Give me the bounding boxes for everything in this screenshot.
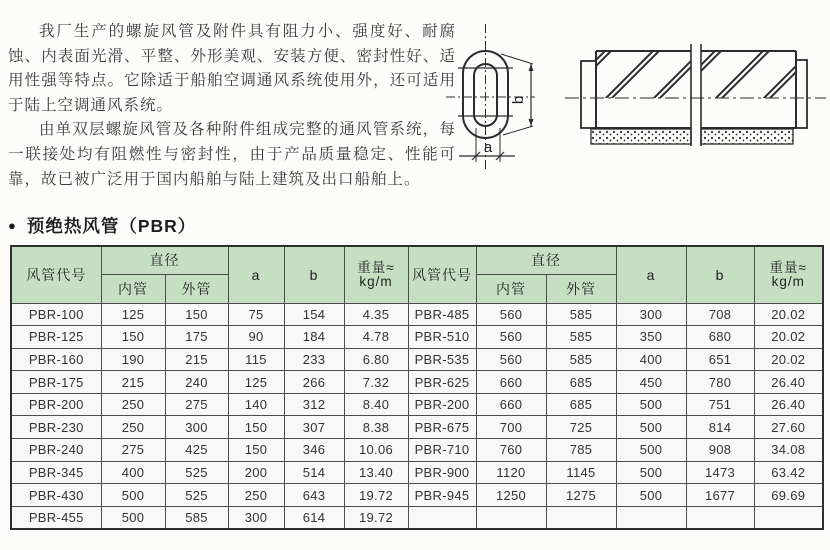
spec-value-cell: 450 xyxy=(616,371,686,394)
spec-value-cell: 1145 xyxy=(546,461,616,484)
table-row xyxy=(11,484,823,507)
spec-value-cell: 1250 xyxy=(476,484,546,507)
spec-value-cell: 75 xyxy=(228,303,284,326)
table-row xyxy=(11,416,823,439)
duct-code-cell: PBR-230 xyxy=(11,416,101,439)
table-row xyxy=(11,303,823,326)
intro-paragraph-1: 我厂生产的螺旋风管及附件具有阻力小、强度好、耐腐蚀、内表面光滑、平整、外形美观、安装方便、密封性好、适用性强等特点。它除适于船舶空调通风系统使用外，还可适用于陆上空调通风系统。 xyxy=(8,23,456,114)
spec-value-cell: 150 xyxy=(228,416,284,439)
spec-value-cell: 908 xyxy=(686,439,754,462)
table-row xyxy=(11,461,823,484)
spec-value-cell: 500 xyxy=(616,461,686,484)
spec-value-cell: 154 xyxy=(284,303,344,326)
spec-value-cell: 307 xyxy=(284,416,344,439)
duct-code-cell: PBR-900 xyxy=(408,461,476,484)
spec-value-cell: 425 xyxy=(165,439,228,462)
spec-value-cell: 500 xyxy=(101,484,165,507)
duct-code-cell: PBR-675 xyxy=(408,416,476,439)
spec-value-cell: 26.40 xyxy=(754,371,823,394)
spec-value-cell: 275 xyxy=(101,439,165,462)
spec-value-cell: 215 xyxy=(165,348,228,371)
spec-value-cell: 500 xyxy=(616,416,686,439)
duct-code-cell: PBR-160 xyxy=(11,348,101,371)
spec-value-cell: 680 xyxy=(686,326,754,349)
duct-code-cell: PBR-125 xyxy=(11,326,101,349)
spec-value-cell: 250 xyxy=(101,416,165,439)
spec-value-cell: 266 xyxy=(284,371,344,394)
spec-value-cell: 514 xyxy=(284,461,344,484)
duct-code-cell: PBR-200 xyxy=(11,393,101,416)
spec-value-cell: 760 xyxy=(476,439,546,462)
header-weight xyxy=(344,246,408,303)
oval-cross-section-diagram xyxy=(445,16,567,186)
spec-value-cell: 585 xyxy=(165,506,228,529)
spec-value-cell: 150 xyxy=(101,326,165,349)
spec-value-cell: 585 xyxy=(546,348,616,371)
header-inner-tube: 内管 xyxy=(476,274,546,303)
spec-value-cell: 190 xyxy=(101,348,165,371)
spec-value-cell: 1473 xyxy=(686,461,754,484)
spec-value-cell: 250 xyxy=(228,484,284,507)
spec-value-cell: 8.38 xyxy=(344,416,408,439)
dim-b-label: b xyxy=(510,95,527,105)
spec-value-cell: 200 xyxy=(228,461,284,484)
header-weight xyxy=(754,246,823,303)
duct-code-cell: PBR-200 xyxy=(408,393,476,416)
header-weight-symbol: 重量≈ xyxy=(357,259,395,275)
header-outer-tube: 外管 xyxy=(546,274,616,303)
spec-value-cell: 751 xyxy=(686,393,754,416)
spec-value-cell: 300 xyxy=(165,416,228,439)
spec-value-cell: 300 xyxy=(228,506,284,529)
header-a: a xyxy=(616,246,686,303)
spec-value-cell: 708 xyxy=(686,303,754,326)
spec-value-cell: 350 xyxy=(616,326,686,349)
spec-value-cell: 125 xyxy=(228,371,284,394)
dim-a-label: a xyxy=(483,139,493,156)
spec-value-cell xyxy=(476,506,546,529)
spec-value-cell: 500 xyxy=(616,439,686,462)
spec-value-cell: 6.80 xyxy=(344,348,408,371)
spec-value-cell: 585 xyxy=(546,303,616,326)
spec-value-cell xyxy=(754,506,823,529)
spec-value-cell: 785 xyxy=(546,439,616,462)
spec-value-cell: 400 xyxy=(101,461,165,484)
spec-value-cell xyxy=(686,506,754,529)
spec-value-cell: 500 xyxy=(616,484,686,507)
duct-code-cell: PBR-625 xyxy=(408,371,476,394)
spec-value-cell: 700 xyxy=(476,416,546,439)
spec-value-cell: 63.42 xyxy=(754,461,823,484)
spec-value-cell: 184 xyxy=(284,326,344,349)
header-a: a xyxy=(228,246,284,303)
table-row xyxy=(11,371,823,394)
duct-code-cell: PBR-345 xyxy=(11,461,101,484)
spec-value-cell: 13.40 xyxy=(344,461,408,484)
duct-code-cell: PBR-485 xyxy=(408,303,476,326)
spec-value-cell: 560 xyxy=(476,303,546,326)
spec-value-cell: 346 xyxy=(284,439,344,462)
spec-value-cell: 685 xyxy=(546,393,616,416)
spec-value-cell: 8.40 xyxy=(344,393,408,416)
spec-value-cell: 560 xyxy=(476,348,546,371)
spiral-duct-diagram xyxy=(563,28,830,158)
duct-code-cell: PBR-535 xyxy=(408,348,476,371)
spec-value-cell: 150 xyxy=(165,303,228,326)
duct-code-cell: PBR-240 xyxy=(11,439,101,462)
spec-value-cell: 725 xyxy=(546,416,616,439)
table-row xyxy=(11,506,823,529)
spec-value-cell: 7.32 xyxy=(344,371,408,394)
spec-value-cell: 26.40 xyxy=(754,393,823,416)
spec-value-cell: 20.02 xyxy=(754,326,823,349)
spec-value-cell xyxy=(616,506,686,529)
spec-value-cell: 19.72 xyxy=(344,484,408,507)
spec-value-cell: 814 xyxy=(686,416,754,439)
spec-value-cell: 115 xyxy=(228,348,284,371)
bullet-icon: ● xyxy=(8,218,17,233)
spec-value-cell: 660 xyxy=(476,393,546,416)
table-row xyxy=(11,348,823,371)
header-diameter: 直径 xyxy=(101,246,228,274)
duct-code-cell: PBR-175 xyxy=(11,371,101,394)
header-inner-tube: 内管 xyxy=(101,274,165,303)
duct-code-cell: PBR-455 xyxy=(11,506,101,529)
spec-value-cell: 685 xyxy=(546,371,616,394)
section-title: 预绝热风管（PBR） xyxy=(26,216,197,236)
duct-code-cell: PBR-430 xyxy=(11,484,101,507)
spec-value-cell: 125 xyxy=(101,303,165,326)
spec-value-cell: 4.78 xyxy=(344,326,408,349)
spec-value-cell: 500 xyxy=(616,393,686,416)
spec-value-cell: 150 xyxy=(228,439,284,462)
header-weight-unit: kg/m xyxy=(359,273,393,289)
spec-value-cell: 27.60 xyxy=(754,416,823,439)
spec-value-cell: 250 xyxy=(101,393,165,416)
duct-code-cell: PBR-510 xyxy=(408,326,476,349)
spec-value-cell: 525 xyxy=(165,484,228,507)
spec-value-cell: 20.02 xyxy=(754,348,823,371)
spec-value-cell: 651 xyxy=(686,348,754,371)
spec-value-cell: 275 xyxy=(165,393,228,416)
header-duct-code: 风管代号 xyxy=(11,246,101,303)
spec-value-cell: 400 xyxy=(616,348,686,371)
spec-value-cell: 215 xyxy=(101,371,165,394)
header-weight-unit: kg/m xyxy=(771,273,805,289)
spec-value-cell: 780 xyxy=(686,371,754,394)
spec-value-cell: 312 xyxy=(284,393,344,416)
table-row xyxy=(11,393,823,416)
spec-value-cell: 19.72 xyxy=(344,506,408,529)
duct-code-cell: PBR-945 xyxy=(408,484,476,507)
spec-value-cell: 300 xyxy=(616,303,686,326)
spec-value-cell: 90 xyxy=(228,326,284,349)
spec-value-cell: 69.69 xyxy=(754,484,823,507)
table-row xyxy=(11,326,823,349)
header-b: b xyxy=(686,246,754,303)
duct-code-cell: PBR-100 xyxy=(11,303,101,326)
spec-value-cell: 175 xyxy=(165,326,228,349)
header-b: b xyxy=(284,246,344,303)
spec-value-cell: 614 xyxy=(284,506,344,529)
spec-value-cell: 585 xyxy=(546,326,616,349)
spec-value-cell xyxy=(546,506,616,529)
spec-value-cell: 660 xyxy=(476,371,546,394)
duct-code-cell xyxy=(408,506,476,529)
intro-paragraph-2: 由单双层螺旋风管及各种附件组成完整的通风管系统，每一联接处均有阻燃性与密封性，由于产品质量稳定、性能可靠，故已被广泛用于国内船舶与陆上建筑及出口船舶上。 xyxy=(8,121,456,188)
section-heading xyxy=(8,213,196,238)
table-row xyxy=(11,439,823,462)
duct-code-cell: PBR-710 xyxy=(408,439,476,462)
spec-value-cell: 643 xyxy=(284,484,344,507)
header-weight-symbol: 重量≈ xyxy=(769,259,807,275)
spec-value-cell: 34.08 xyxy=(754,439,823,462)
intro-text xyxy=(8,20,456,192)
spec-value-cell: 560 xyxy=(476,326,546,349)
spec-value-cell: 1275 xyxy=(546,484,616,507)
header-outer-tube: 外管 xyxy=(165,274,228,303)
spec-value-cell: 4.35 xyxy=(344,303,408,326)
spec-value-cell: 10.06 xyxy=(344,439,408,462)
spec-value-cell: 240 xyxy=(165,371,228,394)
spec-value-cell: 233 xyxy=(284,348,344,371)
header-diameter: 直径 xyxy=(476,246,616,274)
spec-value-cell: 525 xyxy=(165,461,228,484)
spec-value-cell: 140 xyxy=(228,393,284,416)
pbr-spec-table xyxy=(10,245,824,530)
header-duct-code: 风管代号 xyxy=(408,246,476,303)
spec-value-cell: 20.02 xyxy=(754,303,823,326)
spec-value-cell: 500 xyxy=(101,506,165,529)
spec-value-cell: 1677 xyxy=(686,484,754,507)
spec-value-cell: 1120 xyxy=(476,461,546,484)
